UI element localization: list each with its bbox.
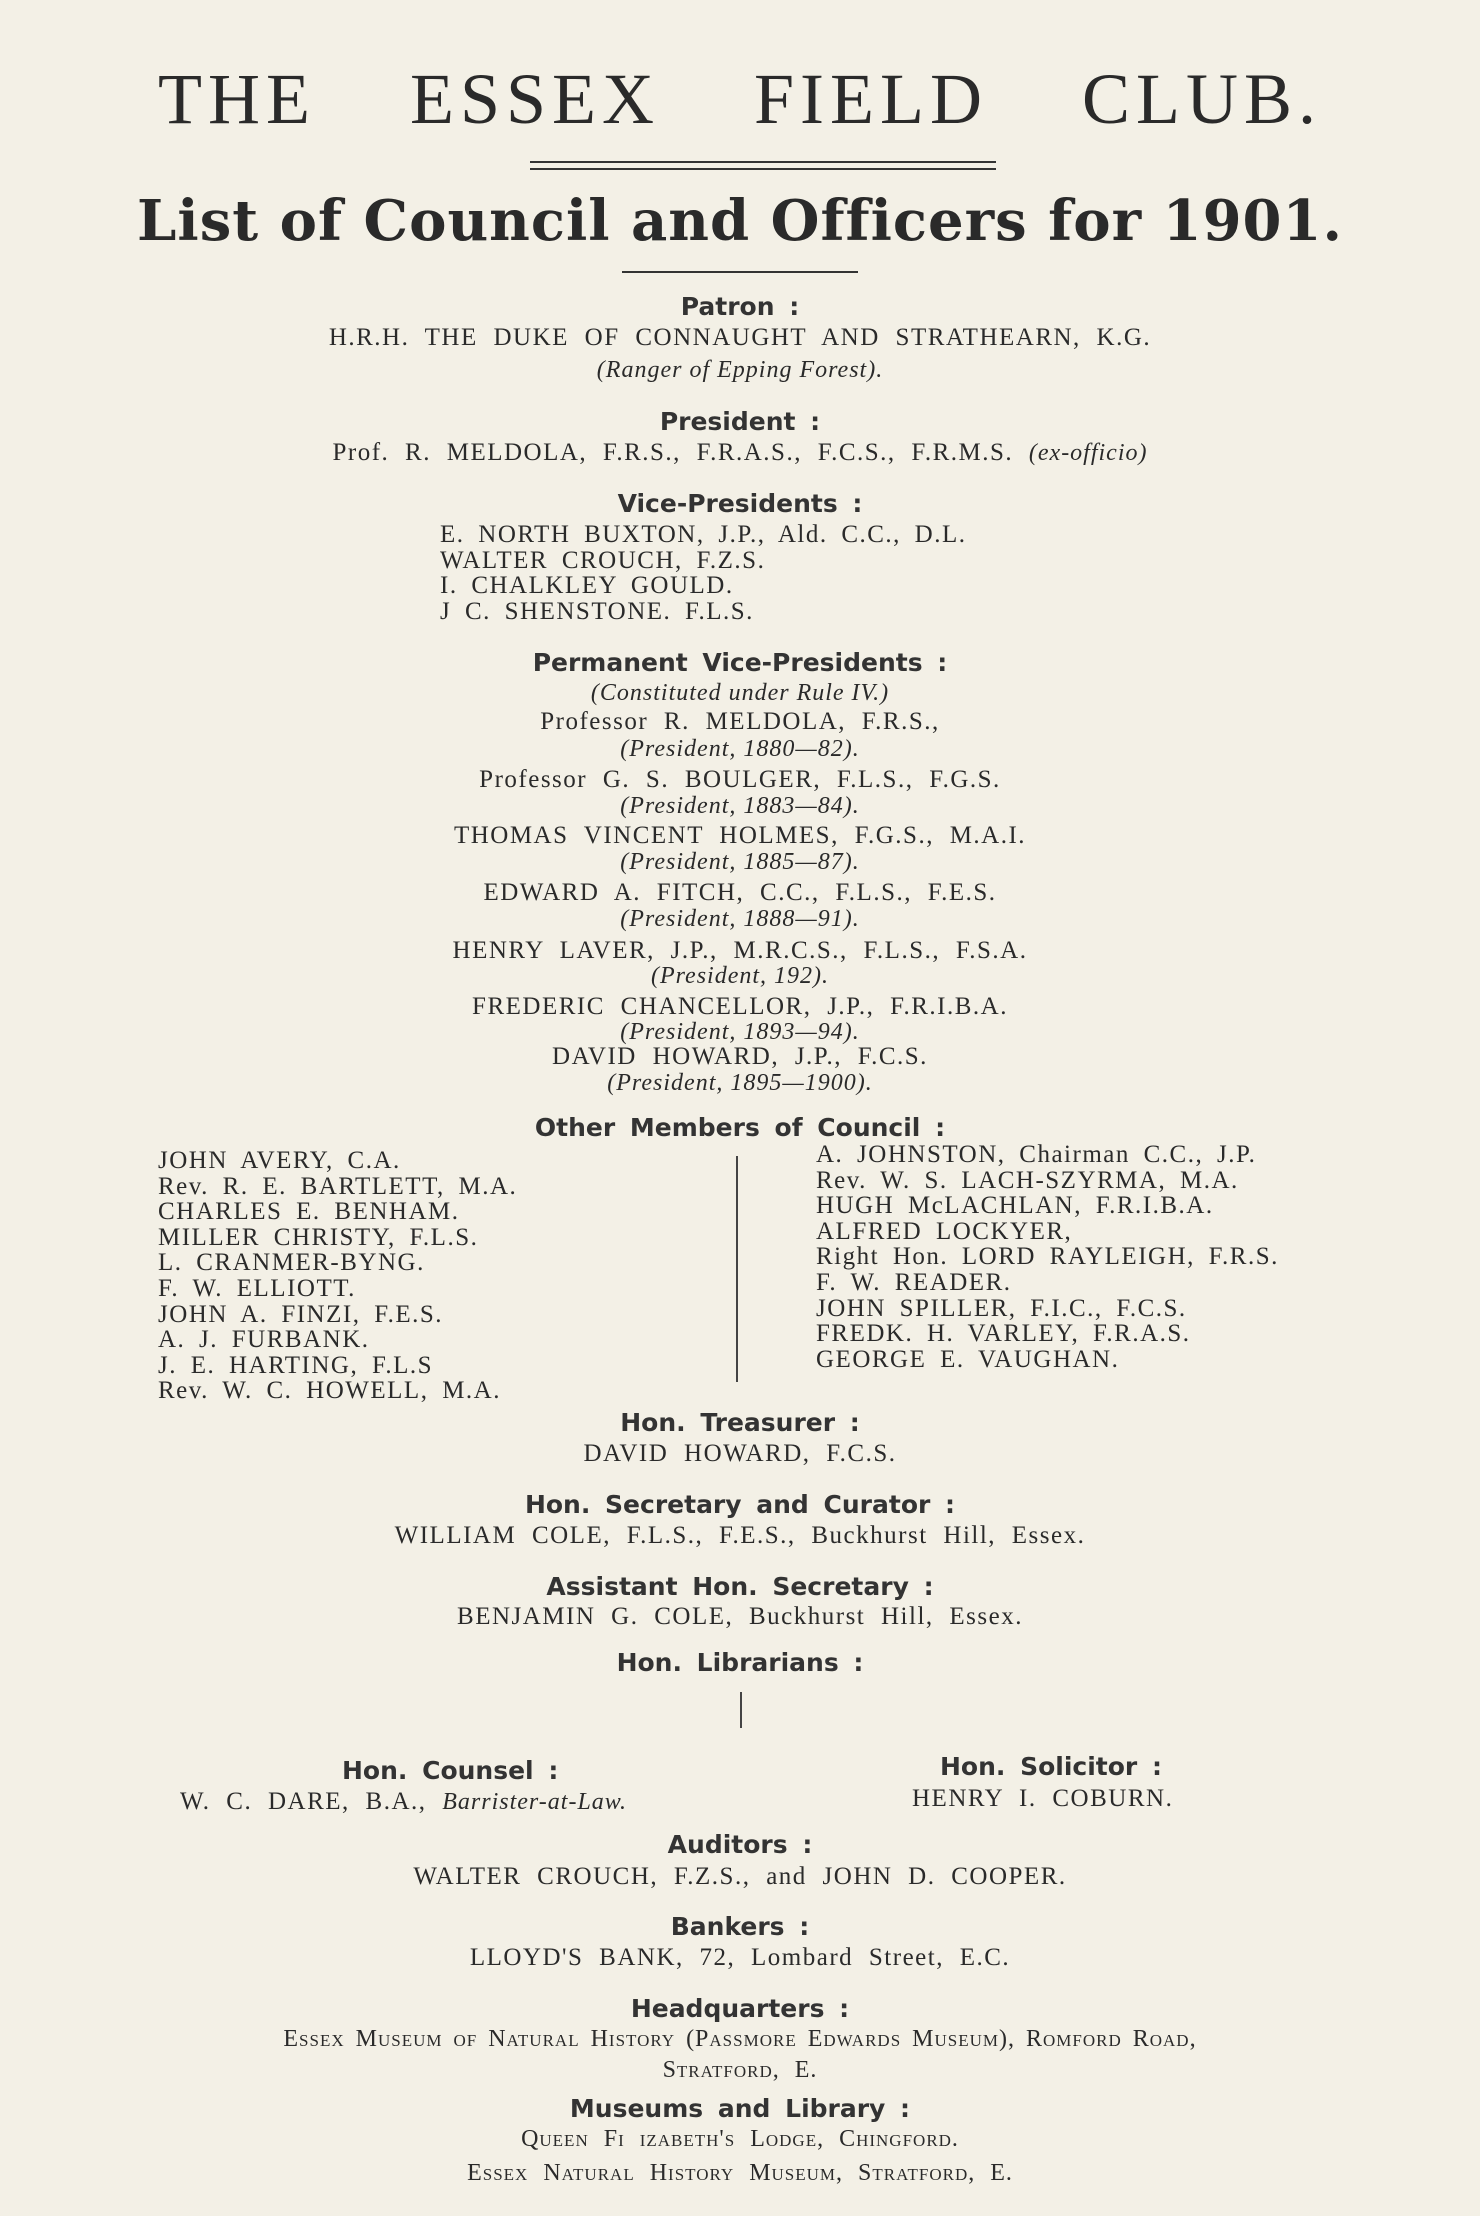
list-item: E. NORTH BUXTON, J.P., Ald. C.C., D.L. [440, 521, 967, 548]
list-item: FREDK. H. VARLEY, F.R.A.S. [816, 1320, 1191, 1348]
secretary-name: WILLIAM COLE, F.L.S., F.E.S., Buckhurst Hill, Essex. [394, 1522, 1086, 1549]
counsel-note: Barrister-at-Law. [442, 1789, 628, 1815]
pvp-term: (President, 1888—91). [620, 906, 860, 932]
pvp-term: (President, 1893—94). [620, 1019, 860, 1045]
page-subtitle: List of Council and Officers for 1901. [137, 188, 1343, 254]
auditors-heading: Auditors : [667, 1830, 813, 1859]
list-item: Rev. R. E. BARTLETT, M.A. [158, 1172, 518, 1200]
list-item: JOHN SPILLER, F.I.C., F.C.S. [816, 1294, 1187, 1322]
solicitor-heading: Hon. Solicitor : [940, 1752, 1162, 1781]
page-title: THE ESSEX FIELD CLUB. [158, 59, 1322, 139]
permanent-vp-heading: Permanent Vice-Presidents : [532, 648, 948, 677]
president-heading: President : [659, 407, 821, 436]
list-item: J C. SHENSTONE. F.L.S. [440, 597, 754, 625]
list-item: MILLER CHRISTY, F.L.S. [158, 1223, 479, 1251]
pvp-term: (President, 1885—87). [620, 849, 860, 875]
treasurer-name: DAVID HOWARD, F.C.S. [583, 1440, 897, 1467]
pvp-term: (President, 1880—82). [620, 736, 860, 762]
counsel-name: W. C. DARE, B.A., [180, 1788, 427, 1815]
list-item: CHARLES E. BENHAM. [158, 1198, 460, 1226]
vice-presidents-list [440, 522, 967, 624]
pvp-name: EDWARD A. FITCH, C.C., F.L.S., F.E.S. [483, 879, 997, 906]
counsel-heading: Hon. Counsel : [342, 1756, 559, 1785]
list-item: Rev. W. S. LACH-SZYRMA, M.A. [816, 1166, 1239, 1194]
subtitle-rule [622, 271, 858, 273]
pvp-name: DAVID HOWARD, J.P., F.C.S. [552, 1043, 928, 1070]
list-item: A. J. FURBANK. [158, 1326, 370, 1354]
title-rule-bottom [530, 168, 996, 170]
pvp-term: (President, 192). [650, 963, 830, 989]
list-item: ALFRED LOCKYER, [816, 1217, 1073, 1245]
pvp-name: FREDERIC CHANCELLOR, J.P., F.R.I.B.A. [472, 993, 1008, 1020]
pvp-name: Professor R. MELDOLA, F.R.S., [540, 708, 940, 735]
headquarters-heading: Headquarters : [630, 1994, 850, 2023]
list-item: WALTER CROUCH, F.Z.S. [440, 546, 766, 574]
president-name: Prof. R. MELDOLA, F.R.S., F.R.A.S., F.C.S., F.R.M.S. [332, 439, 1014, 466]
title-rule-top [530, 161, 996, 163]
headquarters-line1: Essex Museum of Natural History (Passmore Edwards Museum), Romford Road, [283, 2026, 1197, 2052]
museums-line2: Essex Natural History Museum, Stratford, E. [467, 2160, 1013, 2186]
president-note: (ex-officio) [1028, 440, 1148, 466]
list-item: Right Hon. LORD RAYLEIGH, F.R.S. [816, 1243, 1279, 1271]
list-item: I. CHALKLEY GOULD. [440, 572, 734, 599]
pvp-name: Professor G. S. BOULGER, F.L.S., F.G.S. [479, 766, 1001, 793]
list-item: F. W. ELLIOTT. [158, 1274, 356, 1302]
treasurer-heading: Hon. Treasurer : [620, 1408, 860, 1437]
librarians-heading: Hon. Librarians : [616, 1648, 864, 1677]
assistant-secretary-heading: Assistant Hon. Secretary : [546, 1572, 934, 1601]
assistant-secretary-name: BENJAMIN G. COLE, Buckhurst Hill, Essex. [457, 1603, 1023, 1630]
pvp-name: HENRY LAVER, J.P., M.R.C.S., F.L.S., F.S.A. [452, 937, 1028, 964]
headquarters-line2: Stratford, E. [662, 2057, 818, 2083]
librarians-blank-line [740, 1692, 742, 1728]
list-item: HUGH McLACHLAN, F.R.I.B.A. [816, 1192, 1214, 1220]
patron-note: (Ranger of Epping Forest). [596, 357, 884, 383]
pvp-term: (President, 1895—1900). [607, 1070, 873, 1096]
list-item: GEORGE E. VAUGHAN. [816, 1345, 1120, 1373]
other-members-heading: Other Members of Council : [534, 1113, 946, 1142]
list-item: A. JOHNSTON, Chairman C.C., J.P. [816, 1141, 1257, 1168]
list-item: F. W. READER. [816, 1268, 1012, 1296]
pvp-name: THOMAS VINCENT HOLMES, F.G.S., M.A.I. [453, 822, 1027, 849]
patron-heading: Patron : [680, 292, 800, 321]
list-item: J. E. HARTING, F.L.S [158, 1351, 434, 1379]
list-item: L. CRANMER-BYNG. [158, 1249, 425, 1277]
counsel-line [180, 1788, 627, 1816]
vice-presidents-heading: Vice-Presidents : [617, 489, 863, 518]
secretary-heading: Hon. Secretary and Curator : [524, 1490, 956, 1519]
museums-line1: Queen Fi izabeth's Lodge, Chingford. [521, 2126, 959, 2152]
other-members-right [816, 1142, 1279, 1372]
patron-name: H.R.H. THE DUKE OF CONNAUGHT AND STRATHEARN, K.G. [328, 324, 1152, 351]
president-line [0, 439, 1480, 467]
list-item: JOHN A. FINZI, F.E.S. [158, 1300, 444, 1328]
auditors-name: WALTER CROUCH, F.Z.S., and JOHN D. COOPER. [413, 1863, 1067, 1890]
bankers-heading: Bankers : [670, 1912, 810, 1941]
column-divider [736, 1156, 738, 1382]
bankers-name: LLOYD'S BANK, 72, Lombard Street, E.C. [469, 1944, 1011, 1971]
museums-heading: Museums and Library : [569, 2094, 911, 2123]
pvp-term: (President, 1883—84). [620, 793, 860, 819]
list-item: Rev. W. C. HOWELL, M.A. [158, 1377, 501, 1405]
other-members-left [158, 1148, 517, 1404]
list-item: JOHN AVERY, C.A. [158, 1147, 401, 1174]
permanent-vp-note: (Constituted under Rule IV.) [590, 680, 890, 706]
solicitor-name: HENRY I. COBURN. [912, 1785, 1174, 1812]
